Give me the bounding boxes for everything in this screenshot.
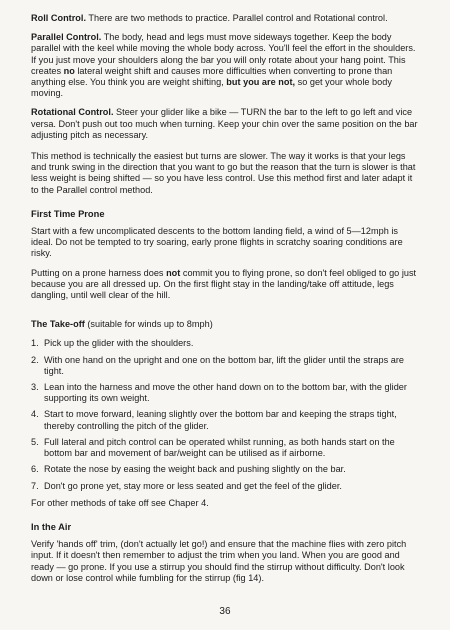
heading-first-time-prone: First Time Prone [31, 208, 105, 219]
step-text: Start to move forward, leaning slightly over the bottom bar and keeping the straps tight, thereby controlling the pitch of the glider. [44, 409, 397, 431]
page-number: 36 [219, 606, 231, 617]
step-text: Pick up the glider with the shoulders. [44, 338, 194, 349]
takeoff-heading-text: The Take-off [31, 319, 85, 330]
roll-control-lead: Roll Control. [31, 13, 87, 23]
parallel-control-text-b: lateral weight shift and causes more difficulties when converting to prone than anything else. You think you are weight shifting, [31, 65, 393, 88]
parallel-control-bold-b: but you are not, [226, 77, 296, 88]
step-number: 7. [31, 480, 39, 491]
paragraph-first-time-prone-1: Start with a few uncomplicated descents to the bottom landing field, a wind of 5—12mph is ideal. Do not be tempted to try soaring, early prone flights in scratchy soaring conditions are risky. [31, 226, 403, 259]
paragraph-method-note: This method is technically the easiest but turns are slower. The way it works is that your legs and trunk swing in the direction that you want to go but the reason that the turn is slower is that less weight is being shifted — so you have less control. Use this method first and later adapt it to the Parallel control method. [31, 151, 416, 195]
step-text: With one hand on the upright and one on the bottom bar, lift the glider until the straps are tight. [44, 354, 404, 376]
list-item [31, 464, 420, 475]
step-number: 4. [31, 409, 39, 420]
step-number: 3. [31, 382, 39, 393]
paragraph-rotational-control [31, 107, 420, 141]
list-item [31, 355, 420, 377]
list-item [31, 409, 420, 431]
takeoff-heading-suffix: (suitable for winds up to 8mph) [84, 319, 213, 330]
parallel-control-text-c: so get your whole body moving. [31, 77, 392, 99]
step-number: 2. [31, 354, 39, 365]
step-number: 1. [31, 338, 39, 349]
step-text: Full lateral and pitch control can be operated whilst running, as both hands start on the bottom bar and movement of bar/weight can be utilised as if airborne. [44, 436, 395, 459]
paragraph-parallel-control [31, 32, 420, 99]
step-text: Don't go prone yet, stay more or less seated and get the feel of the glider. [44, 480, 342, 491]
step-number: 6. [31, 464, 39, 475]
first-time-prone-2-bold: not [166, 267, 181, 278]
list-item [31, 437, 420, 459]
step-number: 5. [31, 436, 39, 447]
heading-in-the-air: In the Air [31, 521, 72, 532]
step-text: Rotate the nose by easing the weight back and pushing slightly on the bar. [44, 464, 346, 475]
list-item [31, 338, 420, 349]
rotational-control-text: Steer your glider like a bike — TURN the bar to the left to go left and vice versa. Don't push out too much when turning. Keep your chin over the same position on the bar adjusting pitch as necessary. [31, 107, 418, 140]
list-item [31, 481, 420, 492]
parallel-control-bold-a: no [63, 65, 75, 76]
paragraph-roll-control [31, 13, 420, 24]
rotational-control-lead: Rotational Control. [31, 107, 114, 118]
list-item [31, 382, 420, 404]
roll-control-text: There are two methods to practice. Parallel control and Rotational control. [86, 13, 388, 23]
takeoff-steps-list [31, 338, 420, 491]
parallel-control-text-a: The body, head and legs must move sideways together. Keep the body parallel with the keel while moving the whole body across. You'll feel the effort in the shoulders. If you just move your shoulders along the bar you will only rotate about your hang point. This creates [31, 32, 416, 76]
paragraph-first-time-prone-2 [31, 268, 420, 302]
paragraph-other-methods: For other methods of take off see Chaper 4. [31, 497, 209, 508]
first-time-prone-2-a: Putting on a prone harness does [31, 267, 167, 278]
first-time-prone-2-b: commit you to flying prone, so don't feel obliged to go just because you are all dressed up. On the first flight stay in the landing/take off attitude, legs dangling, until well clear of the hill. [31, 267, 417, 301]
step-text: Lean into the harness and move the other hand down on to the bottom bar, with the glider supporting its own weight. [44, 382, 407, 404]
paragraph-in-the-air: Verify 'hands off' trim, (don't actually let go!) and ensure that the machine flies with zero pitch input. If it doesn't then remember to adjust the trim when you land. When you are good and ready — go prone. If you use a stirrup you should find the stirrup without difficulty. Don't look down or lose control while fumbling for the stirrup (fig 14). [31, 539, 407, 583]
heading-takeoff [31, 319, 420, 330]
parallel-control-lead: Parallel Control. [31, 32, 102, 43]
